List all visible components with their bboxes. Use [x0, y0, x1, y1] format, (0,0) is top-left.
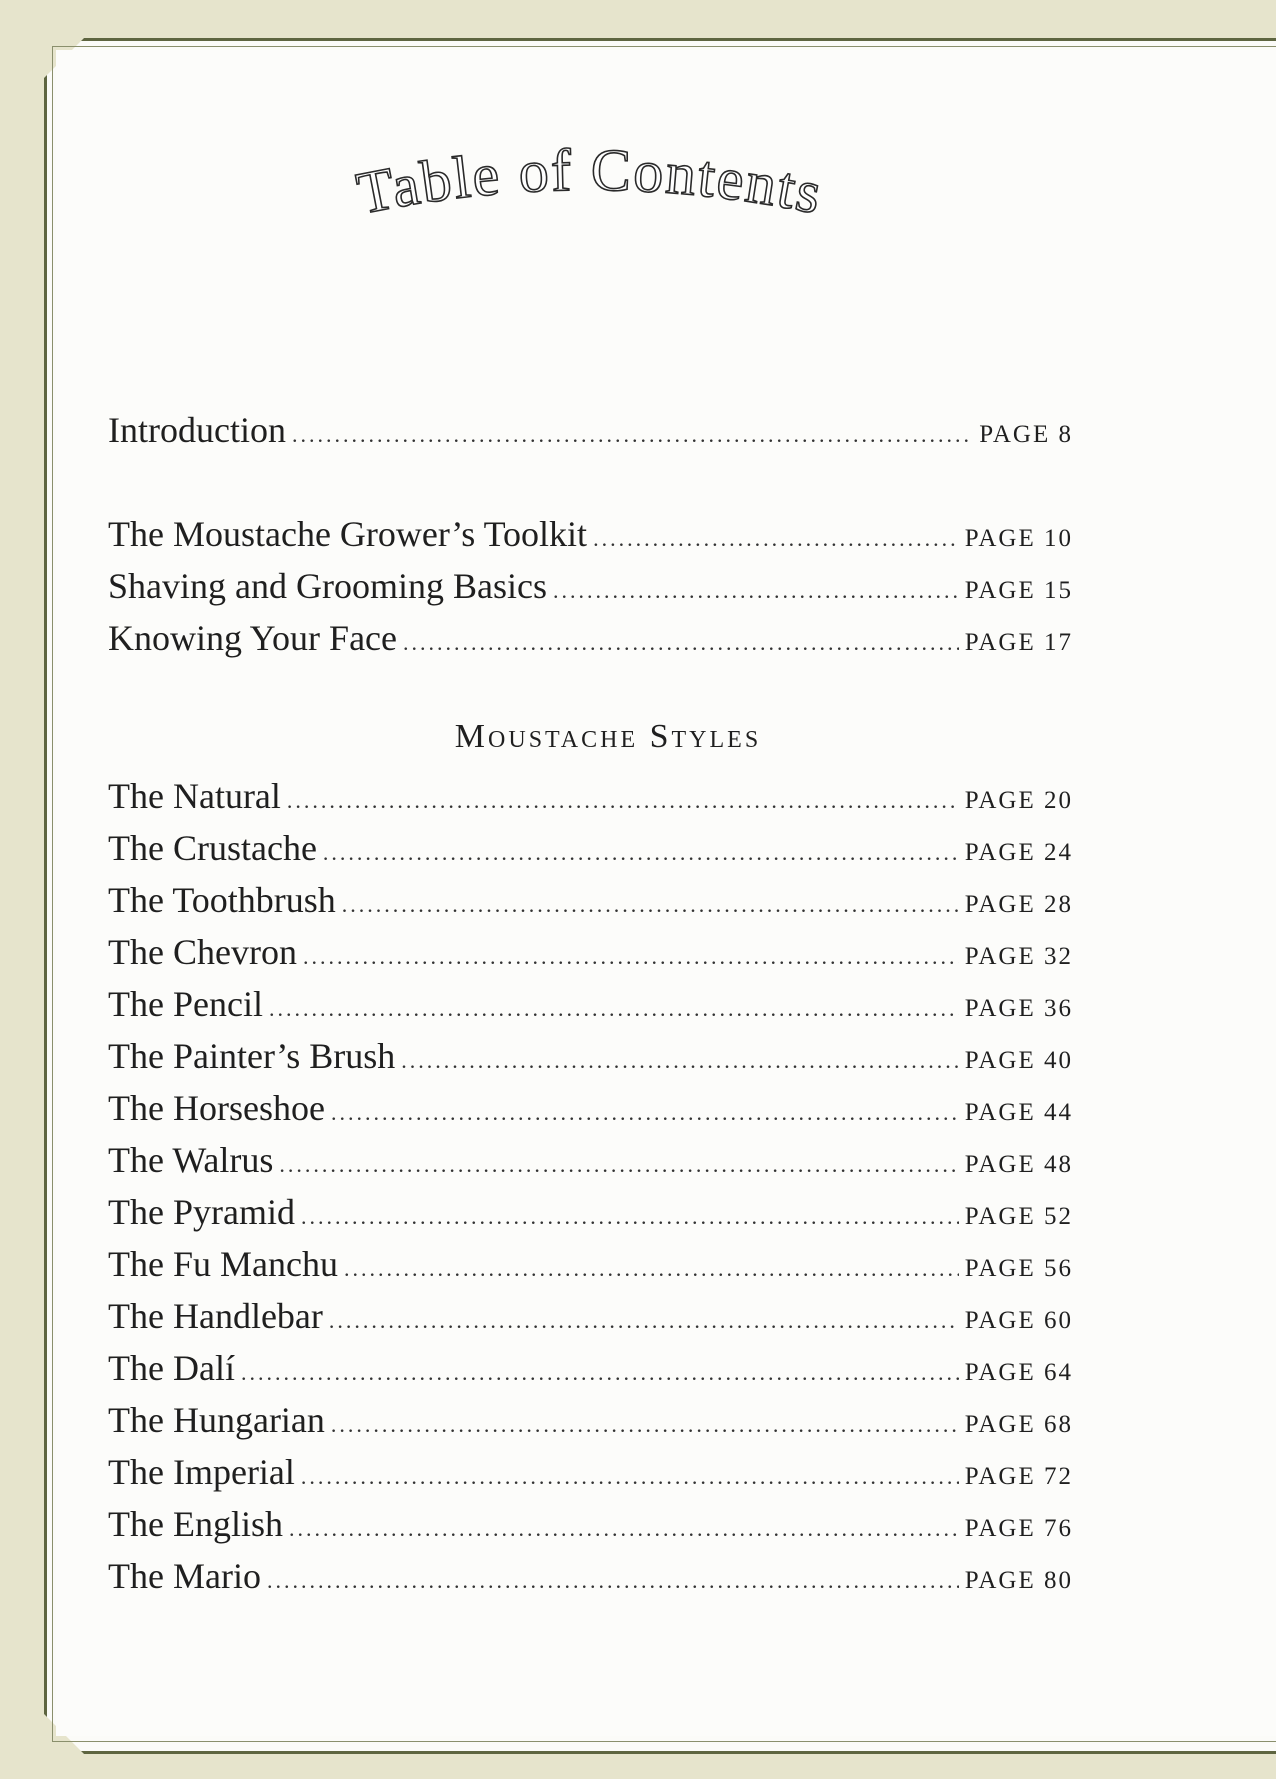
- toc-entry-page: PAGE 68: [964, 1411, 1073, 1438]
- toc-entry-page: PAGE 44: [964, 1099, 1073, 1126]
- toc-entry-page: PAGE 60: [964, 1307, 1073, 1334]
- toc-entry: [108, 612, 1073, 664]
- toc-entry: [108, 770, 1073, 822]
- toc-entry-page: PAGE 48: [964, 1151, 1073, 1178]
- toc-entry: [108, 560, 1073, 612]
- dot-leader: [331, 1399, 959, 1451]
- toc-entry-title: The Pencil: [108, 984, 263, 1024]
- dot-leader: [267, 1555, 959, 1607]
- toc-entry: [108, 978, 1073, 1030]
- page-title-text: Table of Contents: [351, 136, 829, 227]
- toc-entry-title: The Walrus: [108, 1140, 274, 1180]
- toc-entry: [108, 1550, 1073, 1602]
- dot-leader: [403, 617, 959, 669]
- toc-entry-page: PAGE 72: [964, 1463, 1073, 1490]
- page-title: [180, 136, 1000, 290]
- toc-entry-page: PAGE 40: [964, 1047, 1073, 1074]
- toc-entry-page: PAGE 28: [964, 891, 1073, 918]
- dot-leader: [289, 1503, 959, 1555]
- toc-entry-page: PAGE 56: [964, 1255, 1073, 1282]
- section-heading: Moustache Styles: [454, 718, 762, 755]
- toc-entry: [108, 926, 1073, 978]
- dot-leader: [401, 1035, 958, 1087]
- toc-entry: [108, 404, 1073, 456]
- toc-entry: [108, 1290, 1073, 1342]
- toc-entry-title: The Handlebar: [108, 1296, 323, 1336]
- toc-entry: [108, 1082, 1073, 1134]
- toc-entry-title: Shaving and Grooming Basics: [108, 566, 547, 606]
- toc-entry-title: The Mario: [108, 1556, 261, 1596]
- toc-entry-title: The Painter’s Brush: [108, 1036, 396, 1076]
- dot-leader: [593, 513, 959, 565]
- toc-entry-page: PAGE 52: [964, 1203, 1073, 1230]
- toc-entry: [108, 1238, 1073, 1290]
- dot-leader: [331, 1087, 959, 1139]
- dot-leader: [287, 775, 959, 827]
- moustache-styles-list: [108, 770, 1073, 1602]
- dot-leader: [301, 1191, 959, 1243]
- svg-text:Table of Contents: [352, 137, 829, 227]
- toc-entry-page: PAGE 76: [964, 1515, 1073, 1542]
- toc-entry-title: The Dalí: [108, 1348, 235, 1388]
- dot-leader: [269, 983, 959, 1035]
- toc-entry-page: PAGE 24: [964, 839, 1073, 866]
- dot-leader: [329, 1295, 959, 1347]
- front-matter-list: [108, 404, 1073, 456]
- toc-entry: [108, 1134, 1073, 1186]
- dot-leader: [342, 879, 959, 931]
- dot-leader: [292, 409, 973, 461]
- toc-entry: [108, 1342, 1073, 1394]
- dot-leader: [303, 931, 959, 983]
- dot-leader: [344, 1243, 959, 1295]
- toc-entry-page: PAGE 15: [964, 577, 1073, 604]
- dot-leader: [323, 827, 959, 879]
- toc-entry-page: PAGE 8: [979, 421, 1073, 448]
- toc-entry-title: The Hungarian: [108, 1400, 325, 1440]
- toc-entry-title: The Toothbrush: [108, 880, 336, 920]
- toc-entry: [108, 1394, 1073, 1446]
- toc-entry-page: PAGE 17: [964, 629, 1073, 656]
- toc-entry-title: The Pyramid: [108, 1192, 295, 1232]
- toc-entry-page: PAGE 80: [964, 1567, 1073, 1594]
- toc-entry-title: The Fu Manchu: [108, 1244, 338, 1284]
- dot-leader: [553, 565, 959, 617]
- toc-entry: [108, 1030, 1073, 1082]
- toc-entry-page: PAGE 32: [964, 943, 1073, 970]
- toc-entry: [108, 874, 1073, 926]
- toc-entry-title: Introduction: [108, 410, 286, 450]
- toc-entry-page: PAGE 10: [964, 525, 1073, 552]
- toc-entry-title: The Natural: [108, 776, 281, 816]
- dot-leader: [241, 1347, 959, 1399]
- toc-entry: [108, 822, 1073, 874]
- toc-entry: [108, 1186, 1073, 1238]
- preliminaries-list: [108, 508, 1073, 664]
- toc-entry: [108, 508, 1073, 560]
- toc-entry: [108, 1446, 1073, 1498]
- toc-entry-page: PAGE 36: [964, 995, 1073, 1022]
- toc-entry-title: The Imperial: [108, 1452, 295, 1492]
- toc-entry: [108, 1498, 1073, 1550]
- toc-entry-page: PAGE 20: [964, 787, 1073, 814]
- dot-leader: [279, 1139, 958, 1191]
- dot-leader: [301, 1451, 959, 1503]
- toc-entry-title: The Moustache Grower’s Toolkit: [108, 514, 588, 554]
- toc-entry-page: PAGE 64: [964, 1359, 1073, 1386]
- toc-entry-title: The Chevron: [108, 932, 297, 972]
- toc-entry-title: The Crustache: [108, 828, 317, 868]
- toc-entry-title: The Horseshoe: [108, 1088, 325, 1128]
- toc-entry-title: Knowing Your Face: [108, 618, 398, 658]
- toc-entry-title: The English: [108, 1504, 283, 1544]
